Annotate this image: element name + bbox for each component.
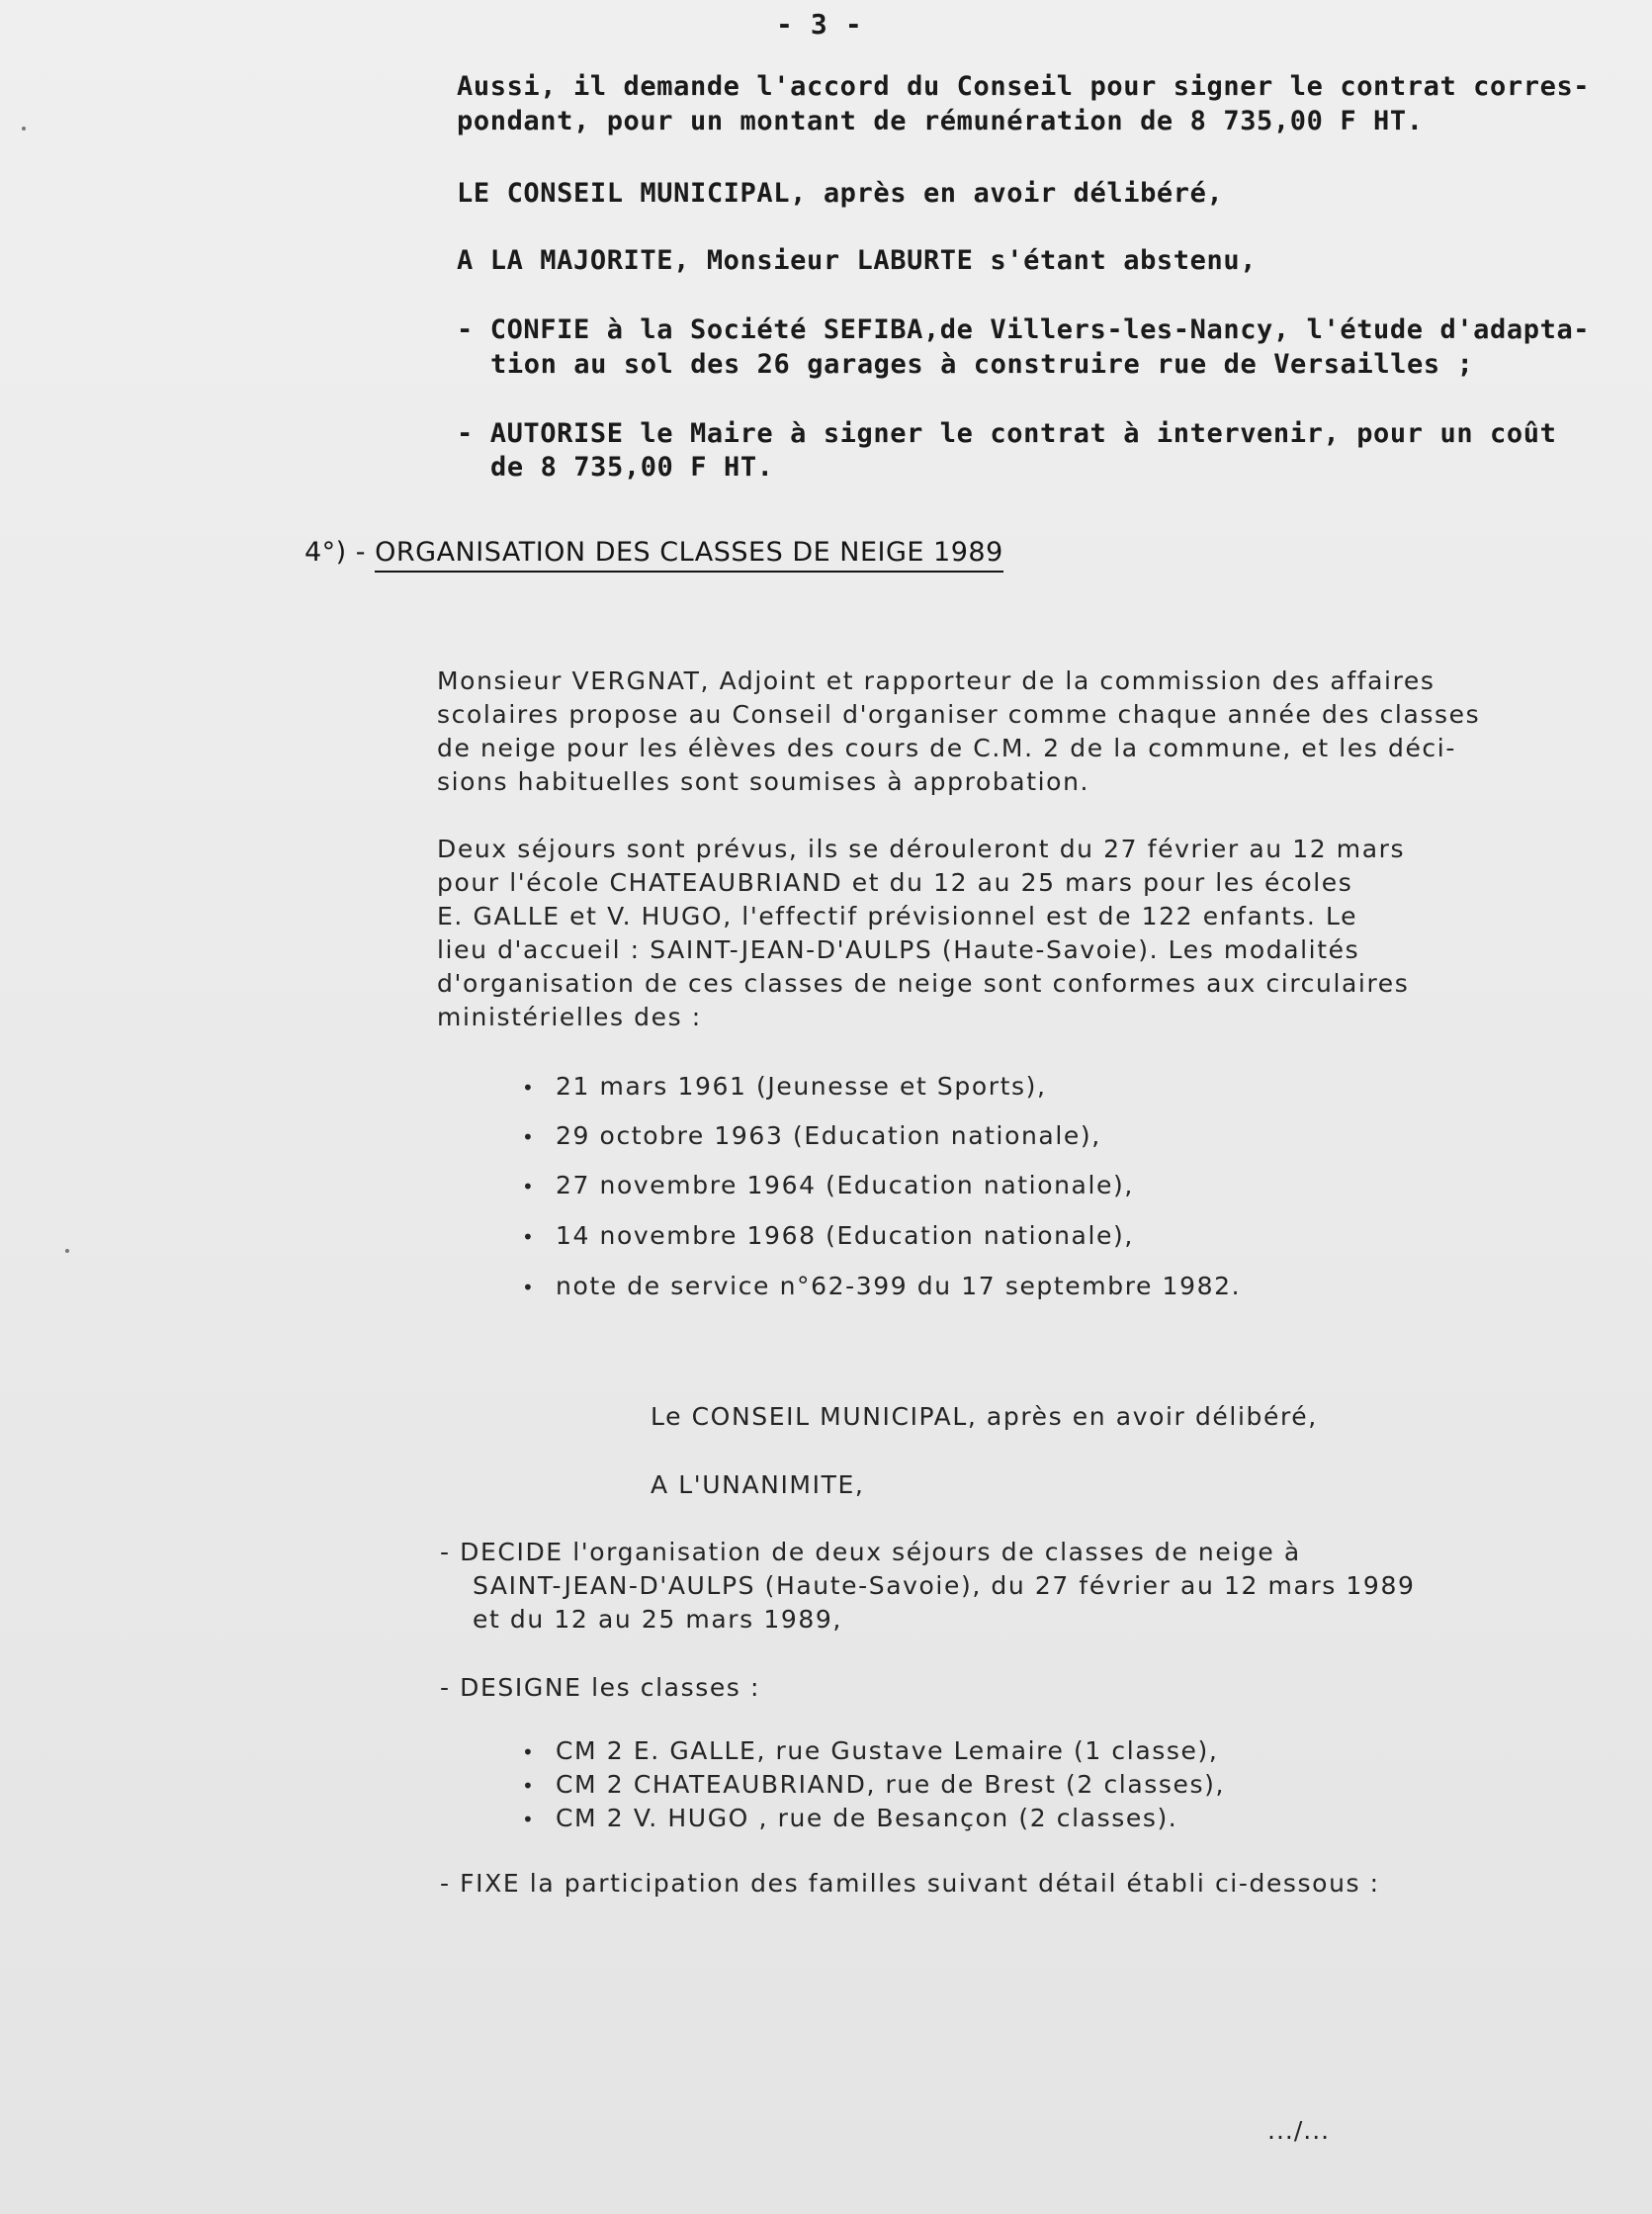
section-title: ORGANISATION DES CLASSES DE NEIGE 1989 — [375, 537, 1003, 573]
paragraph2-line-2: pour l'école CHATEAUBRIAND et du 12 au 25 mars pour les écoles — [437, 868, 1353, 897]
paragraph1-line-4: sions habituelles sont soumises à approbation. — [437, 767, 1090, 796]
paragraph2-line-5: d'organisation de ces classes de neige sont conformes aux circulaires — [437, 969, 1410, 998]
scan-speck — [22, 127, 26, 131]
class-item: • CM 2 V. HUGO , rue de Besançon (2 classes). — [522, 1804, 1177, 1832]
scan-speck — [65, 1249, 69, 1253]
paragraph2-line-1: Deux séjours sont prévus, ils se dérouleront du 27 février au 12 mars — [437, 835, 1406, 863]
class-item: • CM 2 CHATEAUBRIAND, rue de Brest (2 classes), — [522, 1770, 1225, 1799]
council-deliberation-b: Le CONSEIL MUNICIPAL, après en avoir délibéré, — [651, 1402, 1318, 1431]
circular-item: • 14 novembre 1968 (Education nationale), — [522, 1221, 1134, 1250]
paragraph1-line-3: de neige pour les élèves des cours de C.M. 2 de la commune, et les déci- — [437, 734, 1456, 762]
paragraph2-line-3: E. GALLE et V. HUGO, l'effectif prévisionnel est de 122 enfants. Le — [437, 902, 1358, 930]
paragraph1-line-1: Monsieur VERGNAT, Adjoint et rapporteur de la commission des affaires — [437, 666, 1435, 695]
continuation-mark: .../... — [1267, 2116, 1331, 2145]
paragraph2-line-6: ministérielles des : — [437, 1003, 702, 1031]
circular-item: • note de service n°62-399 du 17 septembre 1982. — [522, 1272, 1241, 1300]
paragraph1-line-2: scolaires propose au Conseil d'organiser comme chaque année des classes — [437, 700, 1481, 729]
decide-line-2: SAINT-JEAN-D'AULPS (Haute-Savoie), du 27 février au 12 mars 1989 — [473, 1571, 1416, 1600]
section-heading — [304, 537, 1003, 568]
page-number: - 3 - — [776, 8, 863, 41]
decide-line-3: et du 12 au 25 mars 1989, — [473, 1605, 842, 1634]
section-number: 4°) - — [304, 537, 367, 568]
fixe-line: - FIXE la participation des familles suivant détail établi ci-dessous : — [440, 1869, 1380, 1898]
decision-autorise-line-1: - AUTORISE le Maire à signer le contrat à intervenir, pour un coût — [457, 418, 1557, 449]
circular-item: • 27 novembre 1964 (Education nationale), — [522, 1171, 1134, 1199]
intro-line-1: Aussi, il demande l'accord du Conseil pour signer le contrat corres- — [457, 71, 1591, 102]
paragraph2-line-4: lieu d'accueil : SAINT-JEAN-D'AULPS (Haute-Savoie). Les modalités — [437, 935, 1360, 964]
designe-line: - DESIGNE les classes : — [440, 1673, 761, 1702]
decide-line-1: - DECIDE l'organisation de deux séjours de classes de neige à — [440, 1538, 1301, 1566]
unanimity-vote: A L'UNANIMITE, — [651, 1470, 865, 1499]
decision-autorise-line-2: de 8 735,00 F HT. — [490, 452, 774, 483]
circular-item: • 21 mars 1961 (Jeunesse et Sports), — [522, 1072, 1047, 1101]
council-deliberation-a: LE CONSEIL MUNICIPAL, après en avoir délibéré, — [457, 178, 1224, 209]
majority-vote: A LA MAJORITE, Monsieur LABURTE s'étant abstenu, — [457, 245, 1258, 276]
circular-item: • 29 octobre 1963 (Education nationale), — [522, 1121, 1101, 1150]
intro-line-2: pondant, pour un montant de rémunération de 8 735,00 F HT. — [457, 106, 1424, 136]
decision-confie-line-1: - CONFIE à la Société SEFIBA,de Villers-les-Nancy, l'étude d'adapta- — [457, 314, 1591, 345]
decision-confie-line-2: tion au sol des 26 garages à construire rue de Versailles ; — [490, 349, 1474, 380]
class-item: • CM 2 E. GALLE, rue Gustave Lemaire (1 classe), — [522, 1736, 1218, 1765]
